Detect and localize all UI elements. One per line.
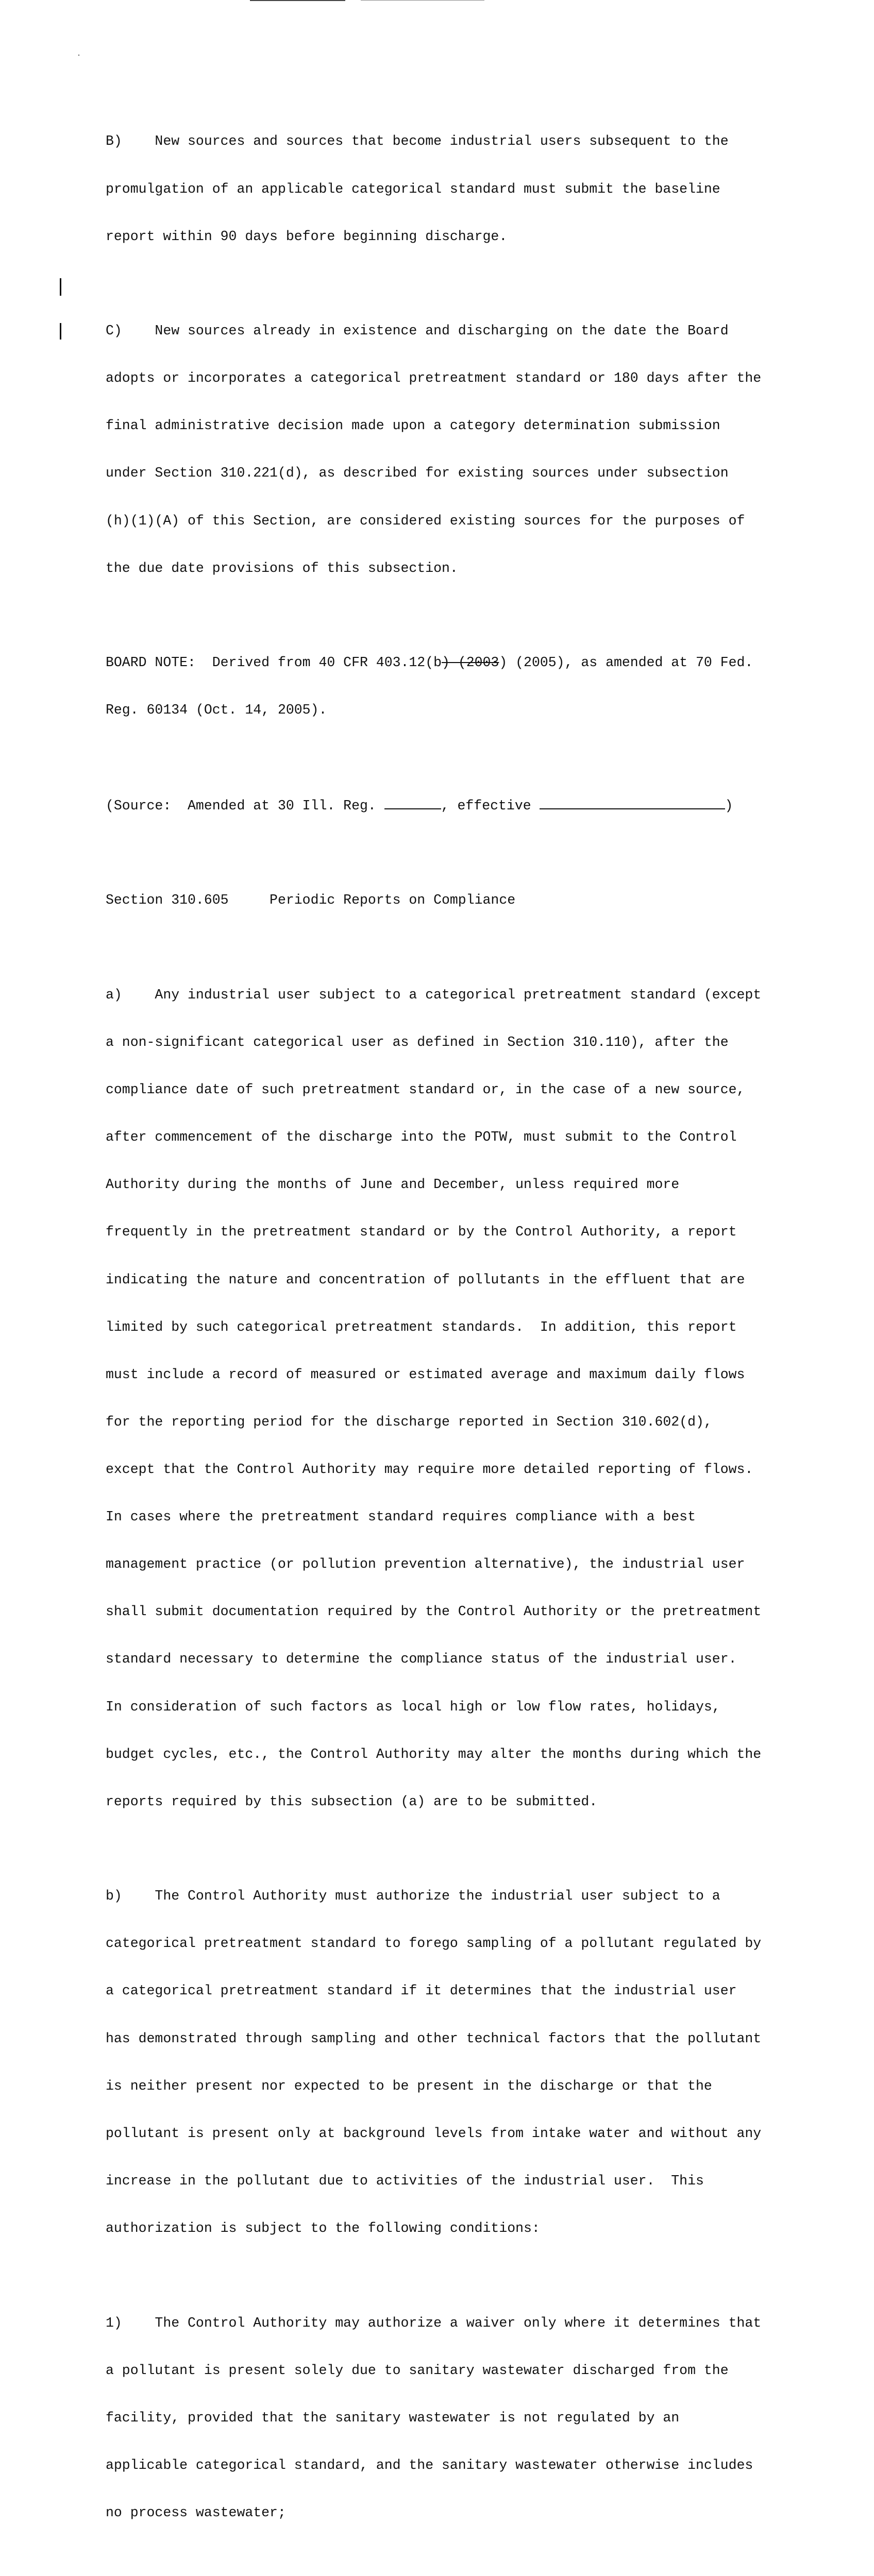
text-line: final administrative decision made upon a category determination submission <box>106 418 720 434</box>
text-line: has demonstrated through sampling and other technical factors that the pollutant <box>106 2030 762 2046</box>
text-line: shall submit documentation required by the Control Authority or the pretreatment <box>106 1604 762 1620</box>
paragraph-2 <box>106 2568 786 2576</box>
text-line: frequently in the pretreatment standard or by the Control Authority, a report <box>106 1224 737 1240</box>
text-line: In consideration of such factors as local high or low flow rates, holidays, <box>106 1699 720 1715</box>
text-line: facility, provided that the sanitary wastewater is not regulated by an <box>106 2410 680 2426</box>
text-line: applicable categorical standard, and the sanitary wastewater otherwise includes <box>106 2457 753 2473</box>
text-line: In cases where the pretreatment standard requires compliance with a best <box>106 1509 696 1525</box>
text-line: a categorical pretreatment standard if it determines that the industrial user <box>106 1983 737 1999</box>
blank-line <box>540 797 725 809</box>
text-line: 1) The Control Authority may authorize a waiver only where it determines that <box>106 2315 762 2331</box>
text-line: B) New sources and sources that become industrial users subsequent to the <box>106 133 729 149</box>
document-page <box>106 102 786 2576</box>
source-line <box>106 797 786 814</box>
scan-artifact-line <box>361 0 484 1</box>
scan-speck <box>78 55 79 56</box>
text-line: C) New sources already in existence and discharging on the date the Board <box>106 323 729 339</box>
text-line: under Section 310.221(d), as described for existing sources under subsection <box>106 465 729 481</box>
revision-bar <box>60 323 61 340</box>
text-line: pollutant is present only at background levels from intake water and without any <box>106 2125 762 2141</box>
board-note-line: Reg. 60134 (Oct. 14, 2005). <box>106 702 327 718</box>
text-line: increase in the pollutant due to activities of the industrial user. This <box>106 2173 704 2189</box>
text-line: is neither present nor expected to be present in the discharge or that the <box>106 2078 712 2094</box>
text-line: categorical pretreatment standard to forego sampling of a pollutant regulated by <box>106 1936 762 1952</box>
text-line: no process wastewater; <box>106 2504 286 2520</box>
paragraph-b <box>106 1857 786 2268</box>
text-line: limited by such categorical pretreatment standards. In addition, this report <box>106 1319 737 1335</box>
text-line: for the reporting period for the discharge reported in Section 310.602(d), <box>106 1414 712 1430</box>
section-heading <box>106 861 786 940</box>
section-title: Section 310.605 Periodic Reports on Compliance <box>106 892 516 908</box>
text-line: budget cycles, etc., the Control Authority may alter the months during which the <box>106 1746 762 1762</box>
source-text: ) <box>725 798 733 814</box>
source-text: , effective <box>441 798 540 814</box>
text-line: management practice (or pollution prevention alternative), the industrial user <box>106 1556 745 1572</box>
board-note-line <box>106 655 786 671</box>
blank-line <box>384 797 426 809</box>
paragraph-1 <box>106 2283 786 2552</box>
text-line: a) Any industrial user subject to a categorical pretreatment standard (except <box>106 987 762 1003</box>
text-line: authorization is subject to the following conditions: <box>106 2221 540 2236</box>
text-line: except that the Control Authority may require more detailed reporting of flows. <box>106 1461 753 1477</box>
text-line: after commencement of the discharge into the POTW, must submit to the Control <box>106 1129 737 1145</box>
text-line: (h)(1)(A) of this Section, are considered existing sources for the purposes of <box>106 513 745 529</box>
text-line: a non-significant categorical user as defined in Section 310.110), after the <box>106 1034 729 1050</box>
text-line: b) The Control Authority must authorize the industrial user subject to a <box>106 1888 720 1904</box>
text-line: reports required by this subsection (a) are to be submitted. <box>106 1793 598 1809</box>
text-line: a pollutant is present solely due to sanitary wastewater discharged from the <box>106 2362 729 2378</box>
source-text: (Source: Amended at 30 Ill. Reg. <box>106 798 384 814</box>
paragraph-a <box>106 955 786 1841</box>
source-note <box>106 765 786 845</box>
text-line: compliance date of such pretreatment standard or, in the case of a new source, <box>106 1082 745 1098</box>
board-note-text: BOARD NOTE: Derived from 40 CFR 403.12(b <box>106 655 442 671</box>
paragraph-B <box>106 102 786 276</box>
text-line: adopts or incorporates a categorical pretreatment standard or 180 days after the <box>106 370 762 386</box>
board-note <box>106 623 786 750</box>
text-line: the due date provisions of this subsection. <box>106 560 458 576</box>
board-note-text: ) (2005), as amended at 70 Fed. <box>499 655 753 671</box>
scan-artifact-line <box>250 0 345 1</box>
text-line: standard necessary to determine the compliance status of the industrial user. <box>106 1651 737 1667</box>
paragraph-C <box>106 292 786 608</box>
revision-bar <box>60 278 61 296</box>
text-line: must include a record of measured or estimated average and maximum daily flows <box>106 1366 745 1382</box>
text-line: promulgation of an applicable categorical standard must submit the baseline <box>106 181 720 197</box>
text-line: Authority during the months of June and December, unless required more <box>106 1177 680 1193</box>
struck-text: ) (2003 <box>442 655 499 671</box>
text-line: report within 90 days before beginning discharge. <box>106 228 508 244</box>
text-line: indicating the nature and concentration of pollutants in the effluent that are <box>106 1272 745 1287</box>
blank-line <box>426 797 441 809</box>
